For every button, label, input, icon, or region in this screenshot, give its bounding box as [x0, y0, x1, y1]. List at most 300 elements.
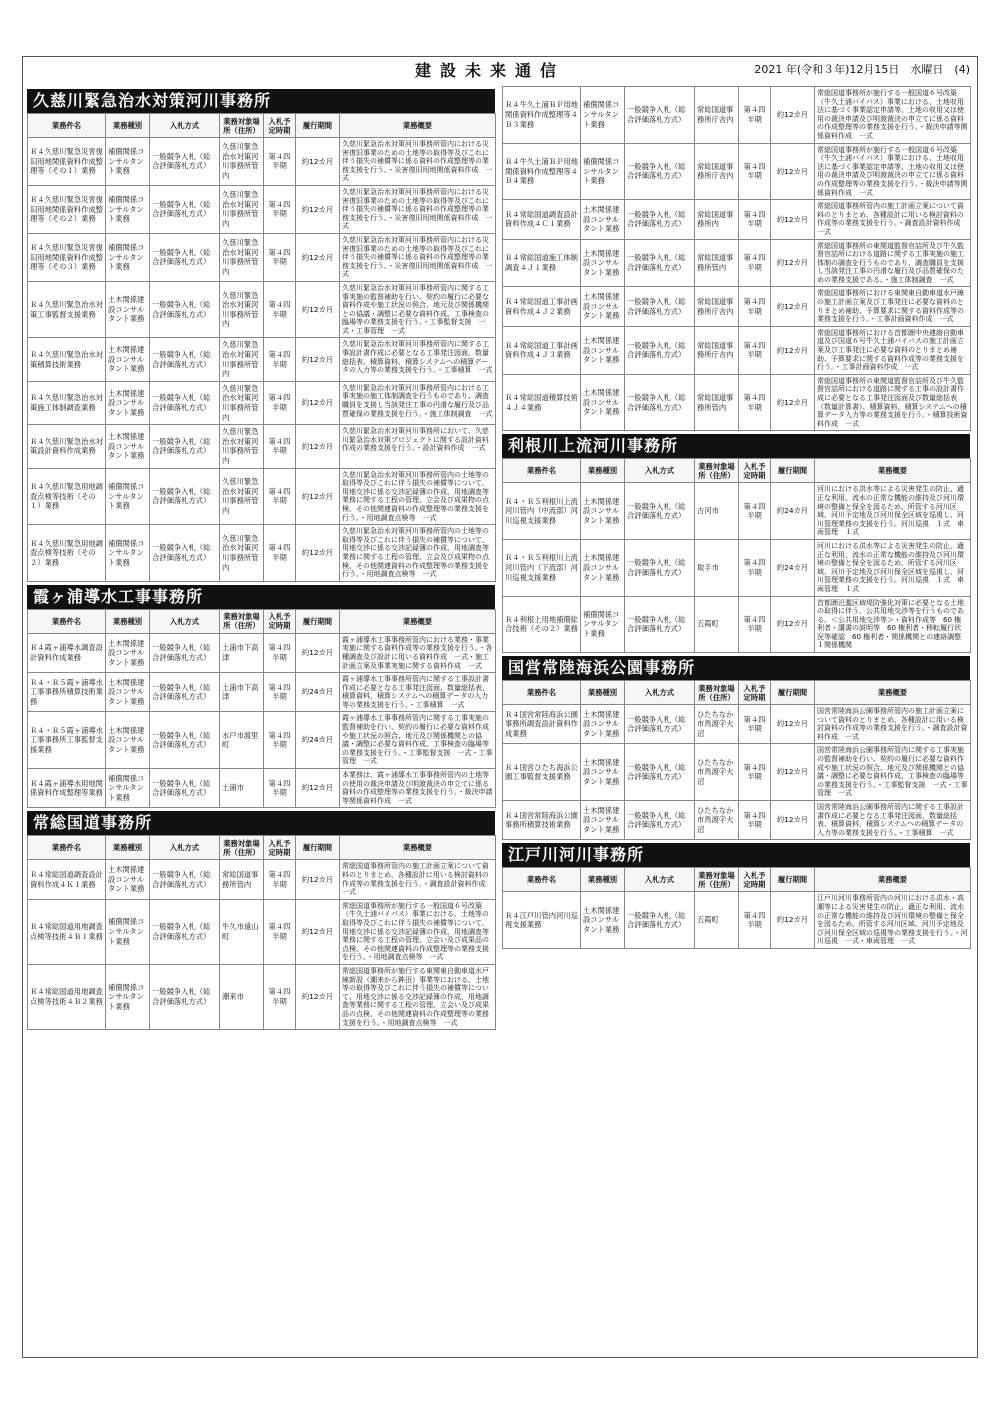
column-header: 業務対象場所（住所）	[220, 836, 264, 860]
summary: 江戸川河川事務所管内の河川における洪水・高潮等による災害発生の防止、適正な利用、流水の正常な機能の維持及び河川環境の整備と保全を図るため、所管する河川区域、河川予定地及び河川保全区域の巡視等の業務支援を行う。・河川巡視 一式・車両管理 一式	[815, 892, 971, 949]
column-header: 業務種別	[581, 459, 625, 483]
listing-table	[502, 867, 971, 949]
work-type: 補償関係コンサルタント業務	[106, 138, 150, 186]
table-row	[28, 860, 496, 899]
summary: 常総国道事務所管内の施工計画立案について資料のとりまとめ、各種設計に用いる検討資料の作成等の業務支援を行う。・調査設計資料作成 一式	[340, 860, 496, 899]
summary: 久慈川緊急治水対策河川事務所管内における災害復旧事業のための土地等の取得等及びこれに伴う損失の補償等に係る資料の作成整理等の業務支援を行う。・災害復旧用地関係資料作成 一式	[340, 138, 496, 186]
column-header: 業務概要	[340, 609, 496, 633]
column-header: 履行期間	[296, 114, 340, 138]
bid-period: 第４四半期	[739, 87, 771, 144]
duration: 約12カ月	[296, 338, 340, 381]
bid-period: 第４四半期	[739, 596, 771, 653]
bid-period: 第４四半期	[739, 892, 771, 949]
duration: 約24カ月	[296, 712, 340, 769]
work-type: 土木関係建設コンサルタント業務	[581, 705, 625, 744]
bid-method: 一般競争入札（総合評価落札方式）	[150, 338, 220, 381]
column-header: 履行期間	[771, 868, 815, 892]
project-name: Ｒ４霞ヶ浦導水用地関係資料作成整理等業務	[28, 769, 106, 808]
bid-method: 一般競争入札（総合評価落札方式）	[150, 633, 220, 672]
column-header: 業務概要	[340, 114, 496, 138]
location: 常総国道事務所内	[695, 200, 739, 239]
table-row	[28, 633, 496, 672]
summary: 霞ヶ浦導水工事事務所管内における業務・事業実施に関する資料作成等の業務支援を行う。・各種調査及び設計に用いる資料作成 一式・施工計画立案及事業実施に関する資料作成 一式	[340, 633, 496, 672]
work-type: 補償関係コンサルタント業務	[106, 964, 150, 1029]
bid-method: 一般競争入札（総合評価落札方式）	[150, 138, 220, 186]
duration: 約12カ月	[296, 525, 340, 582]
table-row	[503, 87, 971, 144]
project-name: Ｒ４常総国道積算技術４Ｊ４業務	[503, 374, 581, 431]
table-row	[28, 338, 496, 381]
summary: 霞ヶ浦導水工事事務所管内に関する工事設計書作成に必要となる工事発注図面、数量総括表、積算資料、積算システムへの積算データの入力等の業務支援を行う。・工事積算 一式	[340, 673, 496, 712]
table-row	[28, 468, 496, 525]
project-name: Ｒ４国営ひたち海浜公園工事監督支援業務	[503, 744, 581, 801]
listing-table	[27, 113, 496, 582]
table-row	[503, 374, 971, 431]
location: 取手市	[695, 539, 739, 596]
work-type: 土木関係建設コンサルタント業務	[106, 381, 150, 424]
location: 常総国道事務所庁舎内	[695, 87, 739, 144]
location: 久慈川緊急治水対策河川事務所管内	[220, 468, 264, 525]
work-type: 土木関係建設コンサルタント業務	[581, 200, 625, 239]
summary: 常総国道事務所が施行する一般国道６号改築（牛久土浦バイパス）事業における、土地等の取得等及びこれに伴う損失の補償等について、用地交渉に係る交渉記録簿の作成、用地調査等業務に関する工程の管理、立会い及び成果品の点検、その他関連資料の作成整理等の業務支援を行う。・用地調査点検等 一式	[340, 899, 496, 964]
work-type: 土木関係建設コンサルタント業務	[106, 633, 150, 672]
duration: 約12カ月	[771, 239, 815, 287]
column-header: 業務種別	[106, 836, 150, 860]
project-name: Ｒ４久慈川緊急治水対策積算技術業務	[28, 338, 106, 381]
table-row	[28, 899, 496, 964]
project-name: Ｒ４利根上用地補償総合技術（その２）業務	[503, 596, 581, 653]
work-type: 補償関係コンサルタント業務	[106, 185, 150, 233]
project-name: Ｒ４・Ｒ５霞ヶ浦導水工事事務所積算技術業務	[28, 673, 106, 712]
bid-period: 第４四半期	[739, 374, 771, 431]
bid-method: 一般競争入札（総合評価落札方式）	[625, 596, 695, 653]
location: 久慈川緊急治水対策河川事務所管内	[220, 338, 264, 381]
summary: 久慈川緊急治水対策河川事務所管内の土地等の取得等及びこれに伴う損失の補償等について、用地交渉に係る交渉記録簿の作成、用地調査等業務に関する工程の管理、立会及び成果物の点検、その他関連資料の作成整理等の業務支援を行う。・用地調査点検等 一式	[340, 468, 496, 525]
location: 五霞町	[695, 892, 739, 949]
project-name: Ｒ４牛久土浦ＢＰ用地関係資料作成整理等４Ｂ４業務	[503, 143, 581, 200]
project-name: Ｒ４霞ヶ浦導水調査設計資料作成業務	[28, 633, 106, 672]
bid-method: 一般競争入札（総合評価落札方式）	[150, 964, 220, 1029]
location: 五霞町	[695, 596, 739, 653]
bid-method: 一般競争入札（総合評価落札方式）	[625, 539, 695, 596]
table-row	[503, 483, 971, 540]
issue-date: 2021 年(令和３年)12月15日 水曜日 (4)	[754, 63, 970, 76]
table-row	[28, 281, 496, 338]
column-header: 入札方式	[625, 459, 695, 483]
duration: 約12カ月	[296, 468, 340, 525]
masthead: 建設未来通信	[415, 61, 566, 80]
column-header: 履行期間	[296, 836, 340, 860]
project-name: Ｒ４国営常陸海浜公園事務所調査設計資料作成業務	[503, 705, 581, 744]
location: 久慈川緊急治水対策河川事務所管内	[220, 233, 264, 281]
column-header: 入札予定時期	[739, 459, 771, 483]
table-row	[503, 326, 971, 374]
duration: 約12カ月	[771, 705, 815, 744]
bid-period: 第４四半期	[739, 239, 771, 287]
location: 古河市	[695, 483, 739, 540]
project-name: Ｒ４常総国道工事計画資料作成４Ｊ３業務	[503, 326, 581, 374]
duration: 約12カ月	[296, 381, 340, 424]
summary: 常総国道事務所の東関道監督官詰所及び牛久監督官詰所における道路に関する工事実施の施工体制の調査を行うものであり、調査職員を支援し当該発注工事の円滑な履行及び品質確保のための業務支援である。・施工体制調査 一式	[815, 239, 971, 287]
summary: 河川における洪水等による災害発生の防止、適正な利用、流水の正常な機能の維持及び河川環境の整備と保全を図るため、所管する河川区域、河川予定地及び河川保全区域を巡視し、河川管理業務の支援を行う。河川巡視 １式 車両管理 １式	[815, 483, 971, 540]
bid-method: 一般競争入札（総合評価落札方式）	[150, 281, 220, 338]
left-column	[27, 86, 495, 1030]
work-type: 補償関係コンサルタント業務	[106, 899, 150, 964]
column-header: 入札予定時期	[264, 114, 296, 138]
bid-period: 第４四半期	[264, 381, 296, 424]
duration: 約24カ月	[771, 539, 815, 596]
location: 土浦市	[220, 769, 264, 808]
bid-period: 第４四半期	[739, 326, 771, 374]
project-name: Ｒ４常総国道工事計画資料作成４Ｊ２業務	[503, 287, 581, 326]
duration: 約24カ月	[771, 483, 815, 540]
bid-method: 一般競争入札（総合評価落札方式）	[625, 87, 695, 144]
bid-method: 一般競争入札（総合評価落札方式）	[150, 381, 220, 424]
column-header: 業務概要	[340, 836, 496, 860]
bid-period: 第４四半期	[739, 801, 771, 840]
table-row	[503, 143, 971, 200]
duration: 約12カ月	[771, 200, 815, 239]
location: 久慈川緊急治水対策河川事務所管内	[220, 381, 264, 424]
summary: 本業務は、霞ヶ浦導水工事事務所管内の土地等の使用の裁決申請及び明渡裁決の申立てに係る資料の作成整理等の業務支援を行う。・裁決申請等関係資料作成 一式	[340, 769, 496, 808]
bid-method: 一般競争入札（総合評価落札方式）	[150, 525, 220, 582]
duration: 約12カ月	[771, 374, 815, 431]
bid-period: 第４四半期	[739, 539, 771, 596]
table-row	[28, 964, 496, 1029]
column-header: 入札予定時期	[739, 868, 771, 892]
table-row	[28, 769, 496, 808]
location: 水戸市渡里町	[220, 712, 264, 769]
table-row	[503, 705, 971, 744]
project-name: Ｒ４国営常陸海浜公園事務所積算技術業務	[503, 801, 581, 840]
column-header: 入札方式	[150, 114, 220, 138]
table-row	[28, 381, 496, 424]
project-name: Ｒ４久慈川緊急用地調査点検等技術（その１）業務	[28, 468, 106, 525]
work-type: 土木関係建設コンサルタント業務	[581, 801, 625, 840]
column-header: 業務対象場所（住所）	[695, 868, 739, 892]
summary: 久慈川緊急治水対策河川事務所管内の土地等の取得等及びこれに伴う損失の補償等について、用地交渉に係る交渉記録簿の作成、用地調査等業務に関する工程の管理、立会及び成果物の点検、その他関連資料の作成整理等の業務支援を行う。・用地調査点検等 一式	[340, 525, 496, 582]
work-type: 補償関係コンサルタント業務	[106, 525, 150, 582]
bid-method: 一般競争入札（総合評価落札方式）	[625, 705, 695, 744]
bid-method: 一般競争入札（総合評価落札方式）	[150, 899, 220, 964]
bid-period: 第４四半期	[264, 673, 296, 712]
work-type: 土木関係建設コンサルタント業務	[581, 326, 625, 374]
summary: 久慈川緊急治水対策河川事務所管内に関する工事実施の監督補助を行い、契約の履行に必要な資料作成や施工状況の照合、地元及び関係機関との協議・調整に必要な資料作成、工事検査の臨場等の業務支援を行う。・工事監督支援 一式・工事管理 一式	[340, 281, 496, 338]
table-row	[28, 673, 496, 712]
summary: 河川における洪水等による災害発生の防止、適正な利用、流水の正常な機能の維持及び河川環境の整備と保全を図るため、所管する河川区域、河川予定地及び河川保全区域を巡視し、河川管理業務の支援を行う。河川巡視 １式 車両管理 １式	[815, 539, 971, 596]
column-header: 業務対象場所（住所）	[695, 459, 739, 483]
header-row	[503, 868, 971, 892]
column-header: 業務概要	[815, 868, 971, 892]
column-header: 業務概要	[815, 681, 971, 705]
duration: 約12カ月	[296, 233, 340, 281]
column-header: 入札方式	[150, 836, 220, 860]
bid-period: 第４四半期	[264, 281, 296, 338]
column-header: 入札予定時期	[739, 681, 771, 705]
column-header: 入札予定時期	[264, 609, 296, 633]
table-row	[503, 892, 971, 949]
column-header: 履行期間	[771, 459, 815, 483]
work-type: 補償関係コンサルタント業務	[106, 468, 150, 525]
location: 常総国道事務所管内	[695, 374, 739, 431]
bid-method: 一般競争入札（総合評価落札方式）	[150, 673, 220, 712]
bid-period: 第４四半期	[264, 138, 296, 186]
project-name: Ｒ４久慈川緊急災害復旧用地関係資料作成整理等（その３）業務	[28, 233, 106, 281]
work-type: 土木関係建設コンサルタント業務	[106, 338, 150, 381]
location: 土浦市下高津	[220, 673, 264, 712]
summary: 常総国道事務所が施行する一般国道６号改築（牛久土浦バイパス）事業における、土地収用法に基づく事業認定申請等、土地の収用又は使用の裁決申請及び明渡裁決の申立てに係る資料の作成整理等の業務支援を行う。・裁決申請等関係資料作成 一式	[815, 143, 971, 200]
bid-method: 一般競争入札（総合評価落札方式）	[150, 769, 220, 808]
column-header: 業務種別	[106, 114, 150, 138]
summary: 霞ヶ浦導水工事事務所管内に関する工事実施の監督補助を行い、契約の履行に必要な資料作成や施工状況の照合、地元及び関係機関との協議・調整に必要な資料作成、工事検査の臨場等の業務支援を行う。・工事監督支援 一式・工事管理 一式	[340, 712, 496, 769]
column-header: 入札方式	[625, 681, 695, 705]
bid-method: 一般競争入札（総合評価落札方式）	[150, 185, 220, 233]
location: ひたちなか市馬渡字大沼	[695, 744, 739, 801]
section-title: 国営常陸海浜公園事務所	[502, 656, 970, 680]
bid-method: 一般競争入札（総合評価落札方式）	[150, 233, 220, 281]
duration: 約12カ月	[771, 744, 815, 801]
project-name: Ｒ４常総国道施工体制調査４Ｊ１業務	[503, 239, 581, 287]
table-row	[28, 185, 496, 233]
header-row	[28, 836, 496, 860]
bid-method: 一般競争入札（総合評価落札方式）	[150, 712, 220, 769]
bid-period: 第４四半期	[264, 769, 296, 808]
table-row	[503, 539, 971, 596]
duration: 約12カ月	[296, 425, 340, 468]
duration: 約12カ月	[296, 899, 340, 964]
column-header: 業務件名	[28, 609, 106, 633]
project-name: Ｒ４常総国道用地調査点検等技術４Ｂ１業務	[28, 899, 106, 964]
summary: 常総国道事務所の東関道監督官詰所及び牛久監督官詰所における道路に関する工事の設計書作成に必要となる工事発注図面及び数量総括表（数量計算書）、積算資料、積算システムへの積算データ入力等の業務支援を行う。・積算技術資料作成 一式	[815, 374, 971, 431]
column-header: 業務種別	[581, 681, 625, 705]
bid-period: 第４四半期	[264, 425, 296, 468]
table-row	[28, 525, 496, 582]
work-type: 補償関係コンサルタント業務	[581, 596, 625, 653]
column-header: 業務種別	[581, 868, 625, 892]
bid-method: 一般競争入札（総合評価落札方式）	[625, 892, 695, 949]
column-header: 履行期間	[296, 609, 340, 633]
column-header: 入札方式	[150, 609, 220, 633]
column-header: 業務件名	[28, 114, 106, 138]
location: 潮来市	[220, 964, 264, 1029]
duration: 約12カ月	[771, 801, 815, 840]
project-name: Ｒ４久慈川緊急災害復旧用地関係資料作成整理等（その２）業務	[28, 185, 106, 233]
duration: 約12カ月	[771, 287, 815, 326]
bid-method: 一般競争入札（総合評価落札方式）	[625, 326, 695, 374]
project-name: Ｒ４久慈川緊急治水対策施工体制調査業務	[28, 381, 106, 424]
summary: 首都圏氾濫区域堤防強化対策に必要となる土地の取得に伴う、公共用地交渉等を行うものである。＜公共用地交渉等＞・資料作成等 60 権利者・講書の説明等 60 権利者・移転履行状況等確認 60 権利者・関係機関との連絡調整 １関係機関	[815, 596, 971, 653]
work-type: 土木関係建設コンサルタント業務	[581, 892, 625, 949]
duration: 約24カ月	[296, 673, 340, 712]
project-name: Ｒ４常総国道調査設計資料作成４Ｃ１業務	[503, 200, 581, 239]
summary: 常総国道事務所が施行する一般国道６号改築（牛久土浦バイパス）事業における、土地収用法に基づく事業認定申請等、土地の収用又は使用の裁決申請及び明渡裁決の申立てに係る資料の作成整理等の業務支援を行う。・裁決申請等関係資料作成 一式	[815, 87, 971, 144]
bid-period: 第４四半期	[264, 899, 296, 964]
bid-period: 第４四半期	[264, 185, 296, 233]
project-name: Ｒ４久慈川緊急治水対策設計資料作成業務	[28, 425, 106, 468]
work-type: 土木関係建設コンサルタント業務	[106, 281, 150, 338]
table-row	[503, 200, 971, 239]
location: ひたちなか市馬渡字大沼	[695, 801, 739, 840]
bid-period: 第４四半期	[739, 483, 771, 540]
table-row	[503, 287, 971, 326]
listing-table	[27, 609, 496, 809]
duration: 約12カ月	[771, 892, 815, 949]
location: 常総国道事務所管内	[220, 860, 264, 899]
work-type: 土木関係建設コンサルタント業務	[581, 744, 625, 801]
header-row	[503, 681, 971, 705]
duration: 約12カ月	[296, 964, 340, 1029]
bid-period: 第４四半期	[264, 860, 296, 899]
summary: 常総国道事務所における東関東自動車道水戸線の施工計画立案及び工事発注に必要な資料のとりまとめ補助、予算要求に関する資料作成等の業務支援を行う。・工事計画資料作成 一式	[815, 287, 971, 326]
column-header: 業務概要	[815, 459, 971, 483]
work-type: 土木関係建設コンサルタント業務	[581, 287, 625, 326]
work-type: 補償関係コンサルタント業務	[581, 143, 625, 200]
table-row	[28, 138, 496, 186]
header-row	[28, 609, 496, 633]
location: ひたちなか市馬渡字大沼	[695, 705, 739, 744]
table-row	[503, 596, 971, 653]
duration: 約12カ月	[771, 143, 815, 200]
column-header: 業務対象場所（住所）	[220, 114, 264, 138]
column-header: 履行期間	[771, 681, 815, 705]
bid-method: 一般競争入札（総合評価落札方式）	[150, 425, 220, 468]
bid-period: 第４四半期	[264, 468, 296, 525]
location: 常総国道事務所管内	[695, 239, 739, 287]
bid-method: 一般競争入札（総合評価落札方式）	[150, 860, 220, 899]
work-type: 土木関係建設コンサルタント業務	[581, 239, 625, 287]
right-column	[502, 86, 970, 949]
summary: 久慈川緊急治水対策河川事務所管内における災害復旧事業のための土地等の取得等及びこれに伴う損失の補償等に係る資料の作成整理等の業務支援を行う。・災害復旧用地関係資料作成 一式	[340, 185, 496, 233]
table-row	[28, 425, 496, 468]
project-name: Ｒ４久慈川緊急用地調査点検等技術（その２）業務	[28, 525, 106, 582]
bid-period: 第４四半期	[739, 705, 771, 744]
location: 常総国道事務所庁舎内	[695, 326, 739, 374]
section-title: 江戸川河川事務所	[502, 843, 970, 867]
listing-table	[502, 86, 971, 431]
column-header: 業務対象場所（住所）	[220, 609, 264, 633]
duration: 約12カ月	[296, 281, 340, 338]
bid-period: 第４四半期	[264, 233, 296, 281]
bid-period: 第４四半期	[739, 200, 771, 239]
section-title: 常総国道事務所	[27, 811, 495, 835]
duration: 約12カ月	[296, 860, 340, 899]
project-name: Ｒ４江戸川管内河川巡視支援業務	[503, 892, 581, 949]
duration: 約12カ月	[771, 596, 815, 653]
location: 久慈川緊急治水対策河川事務所管内	[220, 425, 264, 468]
summary: 国営常陸海浜公園事務所管内に関する工事実施の監督補助を行い、契約の履行に必要な資料作成や施工状況の照合、地元及び関係機関との協議・調整に必要な資料作成、工事検査の臨場等の業務支援を行う。・工事監督支援 一式・工事管理 一式	[815, 744, 971, 801]
bid-period: 第４四半期	[264, 525, 296, 582]
bid-method: 一般競争入札（総合評価落札方式）	[625, 744, 695, 801]
location: 久慈川緊急治水対策河川事務所管内	[220, 525, 264, 582]
bid-method: 一般競争入札（総合評価落札方式）	[625, 287, 695, 326]
bid-method: 一般競争入札（総合評価落札方式）	[625, 801, 695, 840]
work-type: 補償関係コンサルタント業務	[106, 769, 150, 808]
listing-table	[502, 680, 971, 840]
table-row	[28, 233, 496, 281]
summary: 久慈川緊急治水対策河川事務所管内における災害復旧事業のための土地等の取得等及びこれに伴う損失の補償等に係る資料の作成整理等の業務支援を行う。・災害復旧用地関係資料作成 一式	[340, 233, 496, 281]
summary: 常総国道事務所管内の施工計画立案について資料のとりまとめ、各種設計に用いる検討資料の作成等の業務支援を行う。・調査設計資料作成 一式	[815, 200, 971, 239]
header-row	[503, 459, 971, 483]
work-type: 土木関係建設コンサルタント業務	[106, 712, 150, 769]
section-title: 久慈川緊急治水対策河川事務所	[27, 89, 495, 113]
project-name: Ｒ４・Ｒ５利根川上流河川管内（下流部）河川巡視支援業務	[503, 539, 581, 596]
duration: 約12カ月	[296, 769, 340, 808]
table-row	[503, 744, 971, 801]
project-name: Ｒ４常総国道調査設計資料作成４Ｋ１業務	[28, 860, 106, 899]
column-header: 業務件名	[28, 836, 106, 860]
project-name: Ｒ４・Ｒ５霞ヶ浦導水工事事務所工事監督支援業務	[28, 712, 106, 769]
project-name: Ｒ４久慈川緊急治水対策工事監督支援業務	[28, 281, 106, 338]
bid-method: 一般競争入札（総合評価落札方式）	[625, 200, 695, 239]
project-name: Ｒ４常総国道用地調査点検等技術４Ｂ２業務	[28, 964, 106, 1029]
location: 久慈川緊急治水対策河川事務所管内	[220, 281, 264, 338]
bid-period: 第４四半期	[264, 633, 296, 672]
bid-method: 一般競争入札（総合評価落札方式）	[150, 468, 220, 525]
work-type: 補償関係コンサルタント業務	[581, 87, 625, 144]
duration: 約12カ月	[296, 138, 340, 186]
project-name: Ｒ４牛久土浦ＢＰ用地関係資料作成整理等４Ｂ３業務	[503, 87, 581, 144]
section-title: 利根川上流河川事務所	[502, 434, 970, 458]
bid-method: 一般競争入札（総合評価落札方式）	[625, 239, 695, 287]
bid-method: 一般競争入札（総合評価落札方式）	[625, 483, 695, 540]
column-header: 業務件名	[503, 868, 581, 892]
bid-period: 第４四半期	[739, 744, 771, 801]
column-header: 入札予定時期	[264, 836, 296, 860]
project-name: Ｒ４・Ｒ５利根川上流河川管内（中流部）河川巡視支援業務	[503, 483, 581, 540]
summary: 常総国道事務所が施行する東関東自動車道水戸線新設（潮来から鉾田）事業等における、土地等の取得等及びこれに伴う損失の補償等について、用地交渉に係る交渉記録簿の作成、用地調査等業務に関する工程の管理、立会い及び成果品の点検、その他関連資料の作成整理等の業務支援を行う。・用地調査点検等 一式	[340, 964, 496, 1029]
table-row	[28, 712, 496, 769]
summary: 久慈川緊急治水対策河川事務所管内における工事実施の施工体制調査を行うものであり、調査職員を支援し当該発注工事の円滑な履行及び品質確保の業務支援を行う。・施工体制調査 一式	[340, 381, 496, 424]
work-type: 補償関係コンサルタント業務	[106, 233, 150, 281]
work-type: 土木関係建設コンサルタント業務	[581, 483, 625, 540]
location: 牛久市遠山町	[220, 899, 264, 964]
summary: 久慈川緊急治水対策河川事務所管内に関する工事設計書作成に必要となる工事発注図面、数量総括表、積算資料、積算システムへの積算データの入力等の業務支援を行う。・工事積算 一式	[340, 338, 496, 381]
work-type: 土木関係建設コンサルタント業務	[581, 374, 625, 431]
listing-table	[27, 835, 496, 1030]
duration: 約12カ月	[296, 633, 340, 672]
column-header: 入札方式	[625, 868, 695, 892]
location: 常総国道事務所庁舎内	[695, 287, 739, 326]
listing-table	[502, 458, 971, 653]
section-title: 霞ヶ浦導水工事事務所	[27, 585, 495, 609]
summary: 国営常陸海浜公園事務所管内に関する工事設計書作成に必要となる工事発注図面、数量総括表、積算資料、積算システムへの積算データの入力等の業務支援を行う。・工事積算 一式	[815, 801, 971, 840]
summary: 国営常陸海浜公園事務所管内の施工計画立案について資料のとりまとめ、各種設計に用いる検討資料の作成等の業務支援を行う。・調査設計資料作成 一式	[815, 705, 971, 744]
location: 常総国道事務所庁舎内	[695, 143, 739, 200]
header-row	[28, 114, 496, 138]
bid-period: 第４四半期	[739, 287, 771, 326]
duration: 約12カ月	[771, 87, 815, 144]
location: 久慈川緊急治水対策河川事務所管内	[220, 138, 264, 186]
bid-period: 第４四半期	[739, 143, 771, 200]
location: 久慈川緊急治水対策河川事務所管内	[220, 185, 264, 233]
column-header: 業務件名	[503, 459, 581, 483]
work-type: 土木関係建設コンサルタント業務	[581, 539, 625, 596]
table-row	[503, 239, 971, 287]
work-type: 土木関係建設コンサルタント業務	[106, 425, 150, 468]
bid-period: 第４四半期	[264, 338, 296, 381]
project-name: Ｒ４久慈川緊急災害復旧用地関係資料作成整理等（その１）業務	[28, 138, 106, 186]
duration: 約12カ月	[296, 185, 340, 233]
summary: 常総国道事務所における首都圏中央連絡自動車道及び国道６号牛久土浦バイパスの施工計画立案及び工事発注に必要な資料のとりまとめ補助、予算要求に関する資料作成等の業務支援を行う。・工事計画資料作成 一式	[815, 326, 971, 374]
column-header: 業務対象場所（住所）	[695, 681, 739, 705]
table-row	[503, 801, 971, 840]
summary: 久慈川緊急治水対策河川事務所において、久慈川緊急治水対策プロジェクトに関する設計資料作成の業務支援を行う。・設計資料作成 一式	[340, 425, 496, 468]
work-type: 土木関係建設コンサルタント業務	[106, 860, 150, 899]
bid-period: 第４四半期	[264, 964, 296, 1029]
location: 土浦市下高津	[220, 633, 264, 672]
column-header: 業務種別	[106, 609, 150, 633]
bid-method: 一般競争入札（総合評価落札方式）	[625, 374, 695, 431]
